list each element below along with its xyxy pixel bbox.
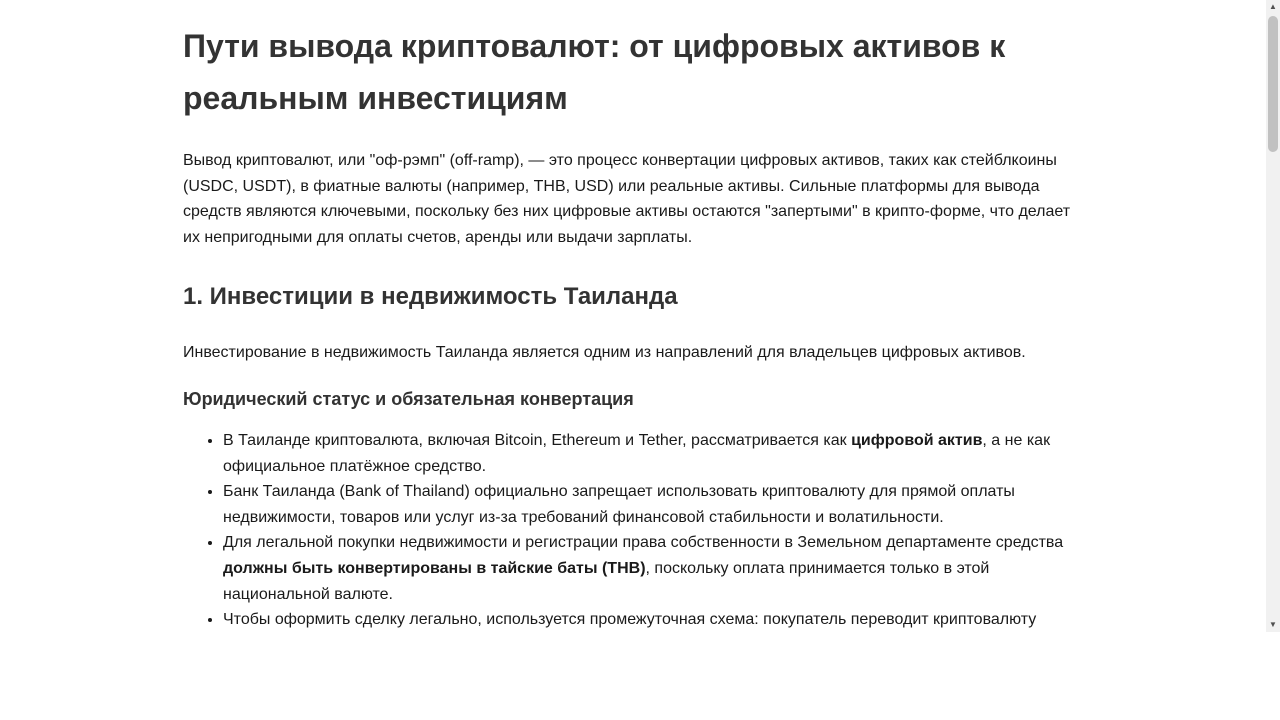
- list-item-bold-text: цифровой актив: [851, 431, 983, 449]
- list-item-text: Чтобы оформить сделку легально, используется промежуточная схема: покупатель переводит криптовалюту: [223, 611, 1037, 629]
- intro-paragraph: Вывод криптовалют, или "оф-рэмп" (off-ramp), — это процесс конвертации цифровых активов, таких как стейблкоины (USDC, USDT), в фиатные валюты (например, THB, USD) или реальные активы. Сильные платформы для вывода средств являются ключевыми, поскольку без них цифровые активы остаются "запертыми" в крипто-форме, что делает их непригодными для оплаты счетов, аренды или выдачи зарплаты.: [183, 152, 1071, 246]
- subsection-heading: Юридический статус и обязательная конвертация: [183, 388, 634, 409]
- bullet-list: [183, 428, 1083, 632]
- scroll-up-arrow-icon[interactable]: ▲: [1269, 2, 1277, 11]
- list-item-text: В Таиланде криптовалюта, включая Bitcoin, Ethereum и Tether, рассматривается как: [223, 431, 852, 449]
- list-item-bold-text: должны быть конвертированы в тайские баты (THB): [223, 559, 646, 577]
- section-lead-paragraph: Инвестирование в недвижимость Таиланда является одним из направлений для владельцев цифровых активов.: [183, 344, 1026, 362]
- scroll-thumb[interactable]: [1268, 16, 1278, 152]
- scroll-down-arrow-icon[interactable]: ▼: [1269, 620, 1277, 629]
- vertical-scrollbar[interactable]: [1266, 0, 1280, 632]
- list-item: [223, 428, 1083, 479]
- blank-bottom-area: [0, 632, 1280, 720]
- list-item-text: , а не как официальное платёжное средство.: [223, 431, 1051, 475]
- list-item-text: Для легальной покупки недвижимости и регистрации права собственности в Земельном департаменте средства: [223, 534, 1064, 552]
- article: [183, 20, 1083, 632]
- list-item-text: , поскольку оплата принимается только в этой национальной валюте.: [223, 559, 990, 603]
- list-item: [223, 530, 1083, 607]
- section-heading: 1. Инвестиции в недвижимость Таиланда: [183, 283, 678, 311]
- list-item-text: Банк Таиланда (Bank of Thailand) официально запрещает использовать криптовалюту для прямой оплаты недвижимости, товаров или услуг из-за требований финансовой стабильности и волатильности.: [223, 483, 1015, 526]
- article-title: Пути вывода криптовалют: от цифровых активов к реальным инвестициям: [183, 28, 1006, 116]
- list-item: [223, 607, 1083, 632]
- list-item: [223, 479, 1083, 530]
